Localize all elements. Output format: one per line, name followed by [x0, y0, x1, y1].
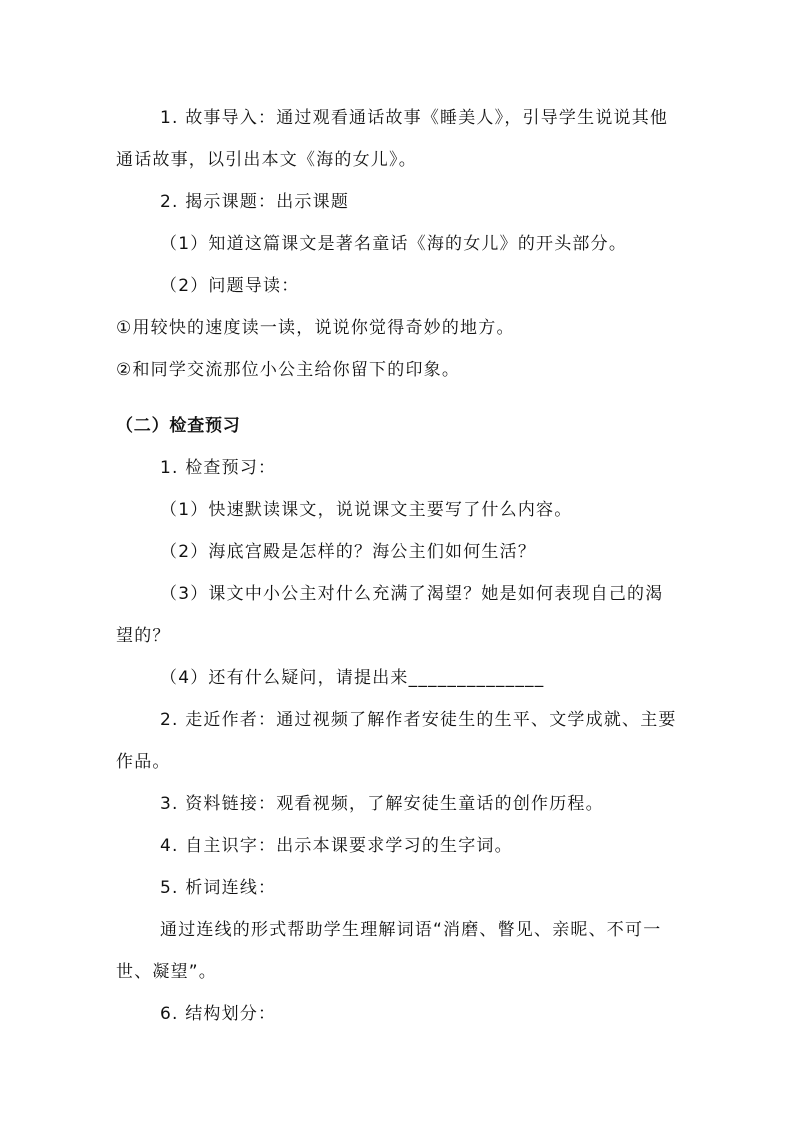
paragraph-preview-item-2: （2）海底宫殿是怎样的？海公主们如何生活？: [160, 542, 537, 562]
paragraph-check-preview: 1. 检查预习：: [160, 458, 277, 478]
paragraph-preview-item-4: （4）还有什么疑问，请提出来______________: [160, 668, 545, 688]
paragraph-reveal-topic: 2. 揭示课题：出示课题: [160, 192, 350, 212]
paragraph-self-literacy: 4. 自主识字：出示本课要求学习的生字词。: [160, 836, 513, 856]
paragraph-word-matching-desc: 通过连线的形式帮助学生理解词语“消磨、瞥见、亲昵、不可一: [160, 920, 662, 940]
section-heading-preview: （二）检查预习: [116, 416, 241, 436]
paragraph-preview-item-3: （3）课文中小公主对什么充满了渴望？她是如何表现自己的渴: [160, 584, 664, 604]
paragraph-preview-item-3-cont: 望的？: [116, 626, 171, 646]
paragraph-preview-item-1: （1）快速默读课文，说说课文主要写了什么内容。: [160, 500, 573, 520]
paragraph-topic-item-2: （2）问题导读：: [160, 276, 300, 296]
paragraph-question-2: ②和同学交流那位小公主给你留下的印象。: [116, 360, 461, 380]
paragraph-author-cont: 作品。: [116, 752, 171, 772]
paragraph-story-intro-cont: 通话故事，以引出本文《海的女儿》。: [116, 150, 417, 170]
paragraph-resources: 3. 资料链接：观看视频，了解安徒生童话的创作历程。: [160, 794, 604, 814]
paragraph-story-intro: 1. 故事导入：通过观看通话故事《睡美人》，引导学生说说其他: [160, 108, 669, 128]
paragraph-author: 2. 走近作者：通过视频了解作者安徒生的生平、文学成就、主要: [160, 710, 677, 730]
paragraph-topic-item-1: （1）知道这篇课文是著名童话《海的女儿》的开头部分。: [160, 234, 628, 254]
paragraph-question-1: ①用较快的速度读一读，说说你觉得奇妙的地方。: [116, 318, 515, 338]
paragraph-word-matching: 5. 析词连线：: [160, 878, 277, 898]
paragraph-structure: 6. 结构划分：: [160, 1004, 277, 1024]
paragraph-word-matching-desc-cont: 世、凝望”。: [116, 962, 218, 982]
